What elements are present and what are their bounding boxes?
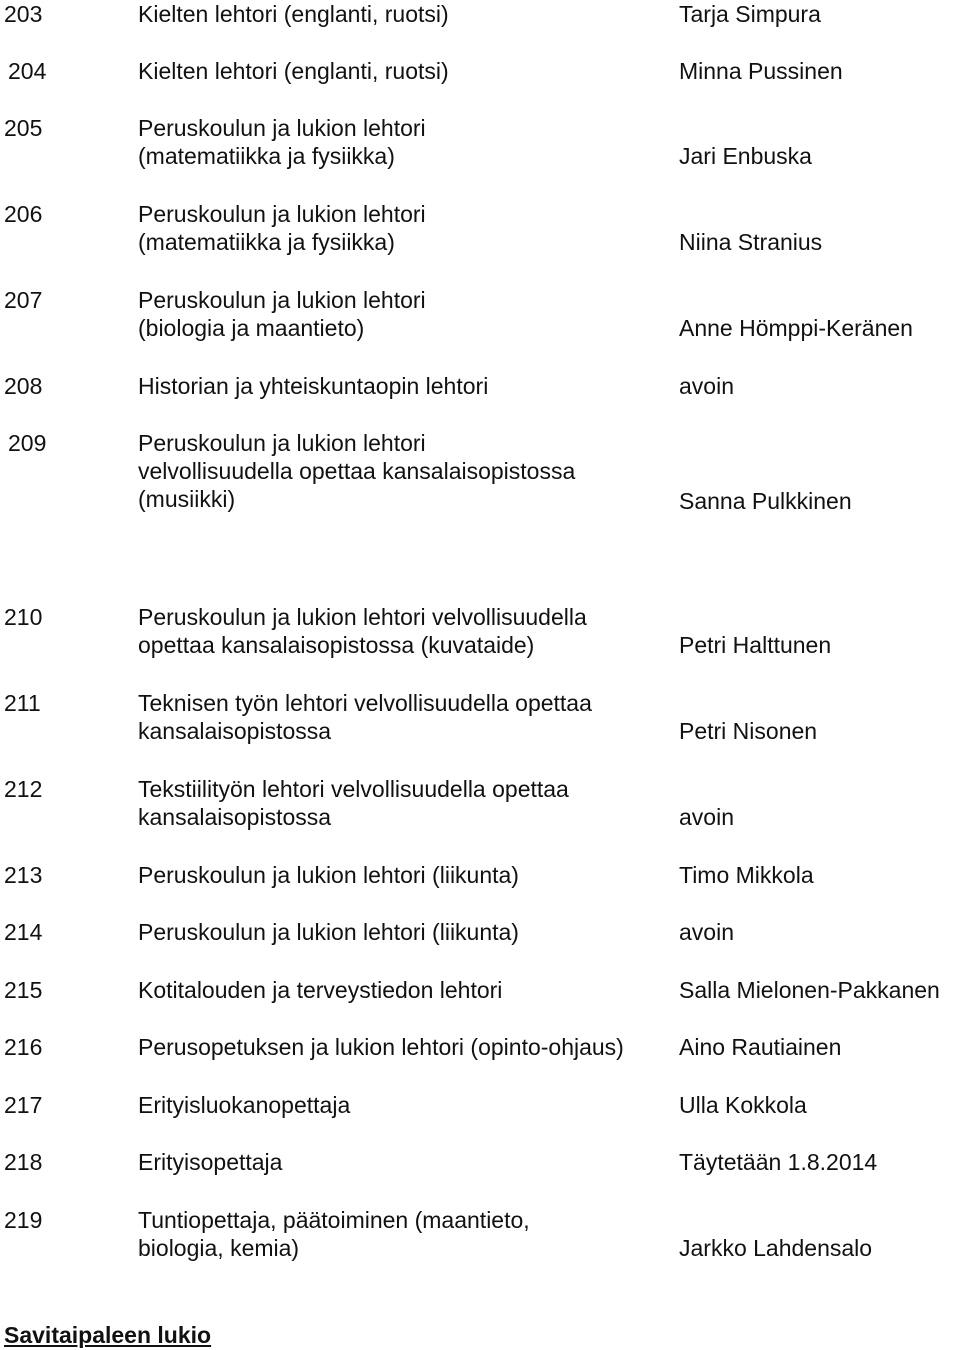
position-number: 214 [4,919,43,945]
position-title: Historian ja yhteiskuntaopin lehtori [138,373,489,399]
position-title: Peruskoulun ja lukion lehtori (liikunta) [138,919,519,945]
person-name: Jari Enbuska [679,143,812,169]
person-name: avoin [679,373,734,399]
position-title: Kotitalouden ja terveystiedon lehtori [138,977,503,1003]
person-name: Niina Stranius [679,229,823,255]
position-number: 207 [4,287,43,313]
position-title: Peruskoulun ja lukion lehtori (biologia ja maantieto) [138,287,426,341]
position-number: 217 [4,1092,43,1118]
person-name: Jarkko Lahdensalo [679,1235,873,1261]
position-number: 206 [4,201,43,227]
position-number: 208 [4,373,43,399]
position-number: 216 [4,1034,43,1060]
position-title: Peruskoulun ja lukion lehtori (matematiikka ja fysiikka) [138,201,426,255]
person-name: Tarja Simpura [679,1,821,27]
position-title: Kielten lehtori (englanti, ruotsi) [138,1,449,27]
position-number: 219 [4,1207,43,1233]
position-title: Tuntiopettaja, päätoiminen (maantieto, biologia, kemia) [138,1207,530,1261]
position-number: 209 [8,430,47,456]
person-name: Täytetään 1.8.2014 [679,1149,878,1175]
person-name: Salla Mielonen-Pakkanen [679,977,940,1003]
position-title: Peruskoulun ja lukion lehtori (liikunta) [138,862,519,888]
position-title: Kielten lehtori (englanti, ruotsi) [138,58,449,84]
person-name: Minna Pussinen [679,58,843,84]
position-title: Tekstiilityön lehtori velvollisuudella opettaa kansalaisopistossa [138,776,569,830]
position-number: 213 [4,862,43,888]
person-name: avoin [679,919,734,945]
position-number: 212 [4,776,43,802]
position-number: 218 [4,1149,43,1175]
position-number: 203 [4,1,43,27]
position-title: Erityisopettaja [138,1149,283,1175]
position-title: Peruskoulun ja lukion lehtori velvollisuudella opettaa kansalaisopistossa (kuvataide) [138,604,587,658]
position-title: Erityisluokanopettaja [138,1092,351,1118]
position-title: Peruskoulun ja lukion lehtori (matematiikka ja fysiikka) [138,115,426,169]
position-number: 204 [8,58,47,84]
position-number: 210 [4,604,43,630]
person-name: Timo Mikkola [679,862,814,888]
position-number: 211 [4,690,41,716]
position-title: Teknisen työn lehtori velvollisuudella opettaa kansalaisopistossa [138,690,592,744]
position-title: Peruskoulun ja lukion lehtori velvollisuudella opettaa kansalaisopistossa (musiikki) [138,430,576,512]
person-name: avoin [679,804,734,830]
person-name: Aino Rautiainen [679,1034,842,1060]
person-name: Sanna Pulkkinen [679,488,852,514]
person-name: Ulla Kokkola [679,1092,807,1118]
person-name: Anne Hömppi-Keränen [679,315,913,341]
position-number: 205 [4,115,43,141]
person-name: Petri Nisonen [679,718,818,744]
position-number: 215 [4,977,43,1003]
position-title: Perusopetuksen ja lukion lehtori (opinto-ohjaus) [138,1034,624,1060]
person-name: Petri Halttunen [679,632,832,658]
section-heading: Savitaipaleen lukio [4,1322,212,1348]
